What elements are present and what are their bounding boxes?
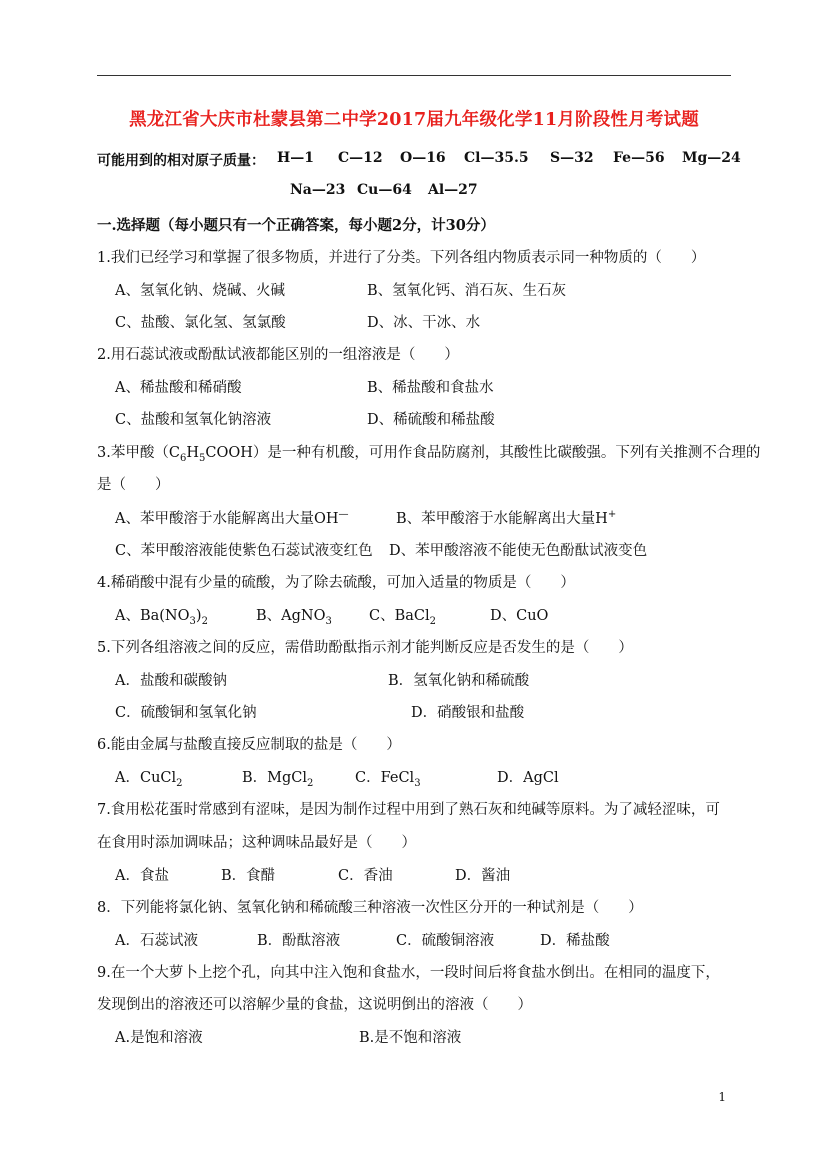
atomic-mass-c: C—12	[338, 150, 383, 166]
q6-sub-2b: 2	[307, 777, 314, 789]
q3-option-d: D、苯甲酸溶液不能使无色酚酞试液变色	[389, 543, 648, 559]
q4-option-a	[115, 604, 208, 627]
q1-option-b: B、氢氧化钙、消石灰、生石灰	[367, 283, 567, 299]
q3-stem-line-2: 是（ ）	[97, 477, 170, 493]
q3-sup-minus: —	[338, 509, 349, 521]
atomic-mass-o: O—16	[400, 150, 446, 166]
q3-option-a	[115, 507, 349, 528]
atomic-mass-na: Na—23	[290, 182, 346, 198]
q8-option-d: D．稀盐酸	[540, 933, 610, 949]
q6-option-a	[115, 766, 183, 789]
q2-option-c: C、盐酸和氢氧化钠溶液	[115, 412, 272, 428]
q4-option-d: D、CuO	[490, 608, 549, 624]
q3-option-a-text: A、苯甲酸溶于水能解离出大量OH	[115, 511, 339, 527]
q8-option-c: C．硫酸铜溶液	[396, 933, 495, 949]
atomic-mass-s: S—32	[550, 150, 594, 166]
q4-option-c	[369, 604, 436, 627]
atomic-mass-mg: Mg—24	[682, 150, 741, 166]
q3-option-b	[396, 507, 616, 528]
q3-sup-plus: +	[607, 509, 617, 521]
q4-sub-2c: 2	[429, 615, 437, 627]
q4-sub-3b: 3	[325, 615, 332, 627]
q4-sub-2: 2	[201, 615, 208, 627]
q5-stem: 5.下列各组溶液之间的反应，需借助酚酞指示剂才能判断反应是否发生的是（ ）	[97, 640, 633, 656]
atomic-mass-cl: Cl—35.5	[464, 150, 529, 166]
q3-stem-part: COOH）是一种有机酸，可用作食品防腐剂，其酸性比碳酸强。下列有关推测不合理的	[205, 445, 761, 461]
atomic-mass-h: H—1	[277, 150, 314, 166]
q1-option-c: C、盐酸、氯化氢、氢氯酸	[115, 315, 286, 331]
q6-option-c	[355, 766, 421, 789]
q3-option-c: C、苯甲酸溶液能使紫色石蕊试液变红色	[115, 543, 373, 559]
q7-stem-line-1: 7.食用松花蛋时常感到有涩味，是因为制作过程中用到了熟石灰和纯碱等原料。为了减轻涩味，可	[97, 802, 720, 818]
q4-option-c-text: C、BaCl	[369, 608, 430, 624]
q5-option-b: B．氢氧化钠和稀硫酸	[388, 673, 530, 689]
q8-option-b: B．酚酞溶液	[257, 933, 341, 949]
q4-option-b	[256, 604, 332, 627]
q4-close-paren: )	[195, 608, 202, 624]
q2-option-b: B、稀盐酸和食盐水	[367, 380, 494, 396]
q9-option-b: B.是不饱和溶液	[359, 1030, 462, 1046]
q9-stem-line-2: 发现倒出的溶液还可以溶解少量的食盐，这说明倒出的溶液（ ）	[97, 997, 532, 1013]
page-title: 黑龙江省大庆市杜蒙县第二中学2017届九年级化学11月阶段性月考试题	[129, 110, 699, 130]
q6-sub-3c: 3	[414, 777, 421, 789]
header-rule	[97, 75, 731, 76]
q4-sub-3: 3	[189, 615, 196, 627]
q5-option-d: D．硝酸银和盐酸	[411, 705, 525, 721]
q5-option-c: C．硫酸铜和氢氧化钠	[115, 705, 257, 721]
q1-stem: 1.我们已经学习和掌握了很多物质，并进行了分类。下列各组内物质表示同一种物质的（ ）	[97, 250, 706, 266]
q2-stem: 2.用石蕊试液或酚酞试液都能区别的一组溶液是（ ）	[97, 347, 459, 363]
q3-sub-5: 5	[198, 452, 206, 464]
atomic-mass-al: Al—27	[428, 182, 478, 198]
q7-option-a: A．食盐	[115, 868, 169, 884]
q6-option-b-text: B．MgCl	[242, 770, 308, 786]
q1-option-d: D、冰、干冰、水	[367, 315, 481, 331]
page-number: 1	[718, 1090, 726, 1104]
q9-option-a: A.是饱和溶液	[115, 1030, 203, 1046]
q8-option-a: A．石蕊试液	[115, 933, 198, 949]
q6-option-c-text: C．FeCl	[355, 770, 415, 786]
section-heading: 一.选择题（每小题只有一个正确答案，每小题2分，计30分）	[97, 217, 495, 234]
q4-option-a-text: A、Ba(NO	[115, 608, 190, 624]
q6-option-a-text: A．CuCl	[115, 770, 177, 786]
q4-stem: 4.稀硝酸中混有少量的硫酸，为了除去硫酸，可加入适量的物质是（ ）	[97, 575, 575, 591]
q4-option-b-text: B、AgNO	[256, 608, 326, 624]
q3-option-b-text: B、苯甲酸溶于水能解离出大量H	[396, 511, 608, 527]
q7-stem-line-2: 在食用时添加调味品；这种调味品最好是（ ）	[97, 835, 416, 851]
q3-stem-part: H	[186, 445, 199, 461]
q3-stem-part: 3.苯甲酸（C	[97, 445, 180, 461]
q3-sub-6: 6	[179, 452, 187, 464]
q2-option-a: A、稀盐酸和稀硝酸	[115, 380, 242, 396]
q6-option-b	[242, 766, 313, 789]
q7-option-d: D．酱油	[455, 868, 511, 884]
atomic-mass-cu: Cu—64	[357, 182, 412, 198]
q1-option-a: A、氢氧化钠、烧碱、火碱	[115, 283, 285, 299]
atomic-mass-label: 可能用到的相对原子质量：	[97, 153, 265, 169]
q7-option-b: B．食醋	[221, 868, 276, 884]
q6-option-d: D．AgCl	[497, 770, 559, 786]
q8-stem: 8．下列能将氯化钠、氢氧化钠和稀硫酸三种溶液一次性区分开的一种试剂是（ ）	[97, 900, 643, 916]
q5-option-a: A．盐酸和碳酸钠	[115, 673, 227, 689]
q9-stem-line-1: 9.在一个大萝卜上挖个孔，向其中注入饱和食盐水，一段时间后将食盐水倒出。在相同的温度下，	[97, 965, 720, 981]
atomic-mass-fe: Fe—56	[613, 150, 665, 166]
q6-sub-2a: 2	[176, 777, 183, 789]
q6-stem: 6.能由金属与盐酸直接反应制取的盐是（ ）	[97, 737, 401, 753]
q2-option-d: D、稀硫酸和稀盐酸	[367, 412, 495, 428]
q7-option-c: C．香油	[338, 868, 393, 884]
q3-stem-line-1	[97, 441, 760, 464]
